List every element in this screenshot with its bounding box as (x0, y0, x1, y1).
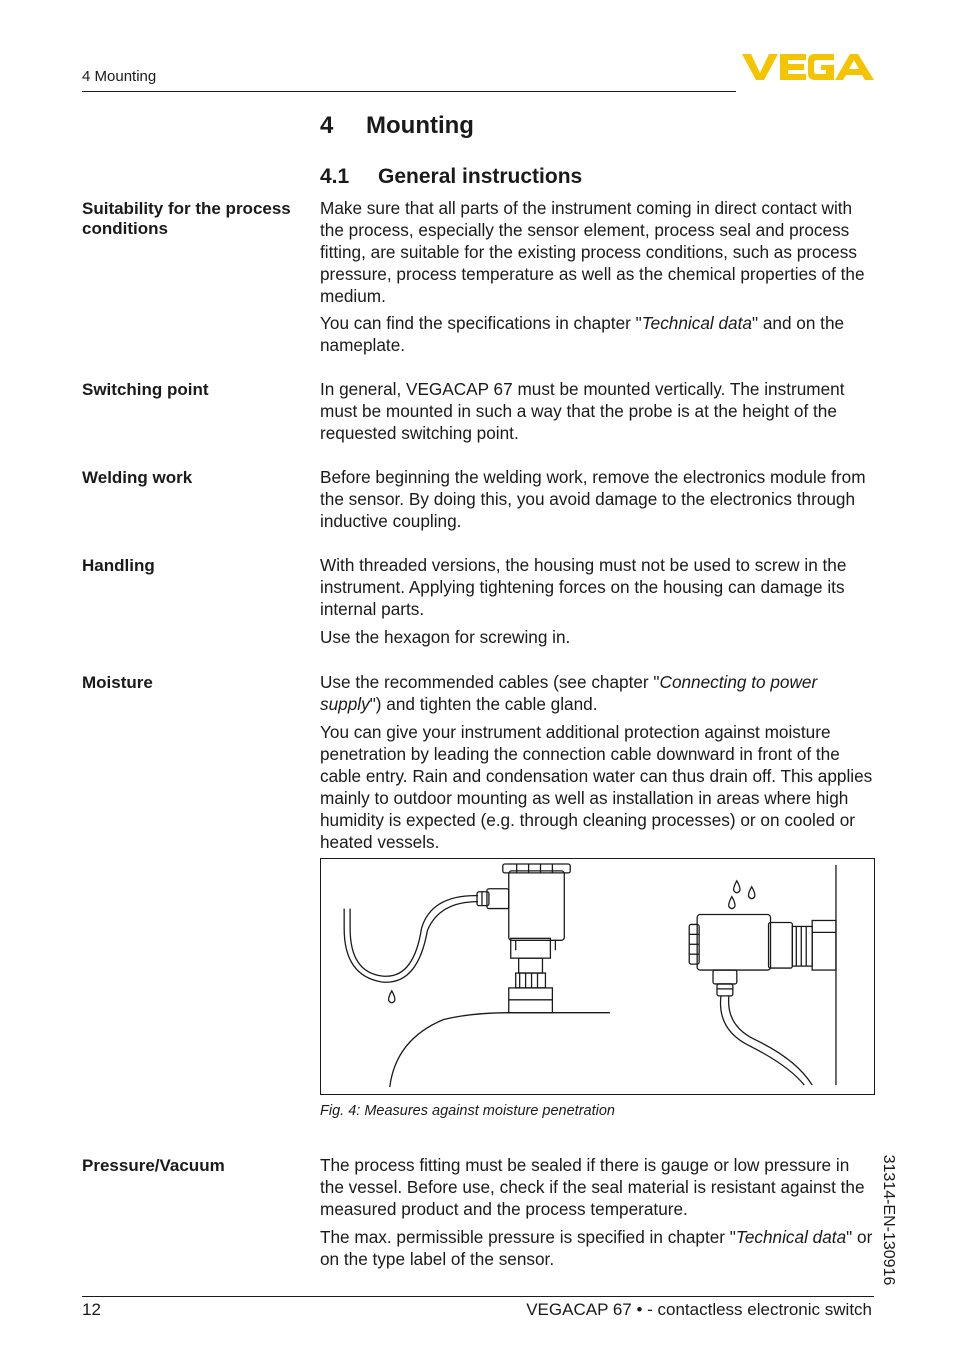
header-divider (82, 91, 736, 92)
paragraph-suitability-reference: You can find the specifications in chapter "Technical data" and on the nameplate. (320, 313, 845, 355)
paragraph-switching-point: In general, VEGACAP 67 must be mounted vertically. The instrument must be mounted in such a way that the probe is at the height of the requested switching point. (320, 379, 845, 443)
margin-label-suitability: Suitability for the process conditions (82, 199, 291, 238)
paragraph-welding-work: Before beginning the welding work, remove the electronics module from the sensor. By doing this, you avoid damage to the electronics through inductive coupling. (320, 467, 866, 531)
paragraph-pressure-vacuum: The process fitting must be sealed if there is gauge or low pressure in the vessel. Before use, check if the seal material is resistant against the measured product and the process temperature. (320, 1155, 865, 1219)
margin-label-pressure-vacuum: Pressure/Vacuum (82, 1156, 225, 1175)
moisture-illustration (321, 859, 874, 1094)
chapter-reference: Technical data (735, 1227, 847, 1247)
paragraph-handling-hexagon: Use the hexagon for screwing in. (320, 627, 571, 647)
margin-label-moisture: Moisture (82, 673, 153, 692)
paragraph-moisture-protection: You can give your instrument additional protection against moisture penetration by leading the connection cable downward in front of the cable entry. Rain and condensation water can thus drain off. This applies mainly to outdoor mounting as well as installation in areas where high humidity is expected (e.g. through cleaning processes) or on cooled or heated vessels. (320, 722, 873, 852)
running-header: 4 Mounting (82, 68, 157, 85)
chapter-reference: Technical data (641, 313, 752, 333)
margin-label-switching-point: Switching point (82, 380, 209, 399)
chapter-title: Mounting (366, 112, 474, 139)
paragraph-suitability: Make sure that all parts of the instrument coming in direct contact with the process, especially the sensor element, process seal and process fitting, are suitable for the existing process conditions, such as process pressure, process temperature as well as the chemical properties of the medium. (320, 198, 865, 306)
section-heading (320, 165, 582, 189)
vega-logo (742, 52, 874, 82)
paragraph-pressure-reference: The max. permissible pressure is specified in chapter "Technical data" or on the type label of the sensor. (320, 1227, 873, 1269)
moisture-figure (320, 858, 875, 1095)
margin-label-welding-work: Welding work (82, 468, 193, 487)
margin-label-handling: Handling (82, 556, 155, 575)
document-code: 31314-EN-130916 (880, 1154, 897, 1286)
chapter-reference: Connecting to power supply (320, 672, 818, 714)
section-title: General instructions (378, 165, 583, 188)
paragraph-moisture-cables: Use the recommended cables (see chapter "Connecting to power supply") and tighten the cable gland. (320, 672, 818, 714)
document-title: VEGACAP 67 • - contactless electronic switch (526, 1300, 872, 1319)
footer-divider (82, 1296, 874, 1297)
section-number: 4.1 (320, 165, 350, 188)
paragraph-handling: With threaded versions, the housing must not be used to screw in the instrument. Applying tightening forces on the housing can damage its internal parts. (320, 555, 847, 619)
chapter-number: 4 (320, 112, 334, 139)
figure-caption: Fig. 4: Measures against moisture penetration (320, 1103, 615, 1119)
page-number: 12 (82, 1300, 101, 1319)
chapter-heading (320, 112, 474, 140)
